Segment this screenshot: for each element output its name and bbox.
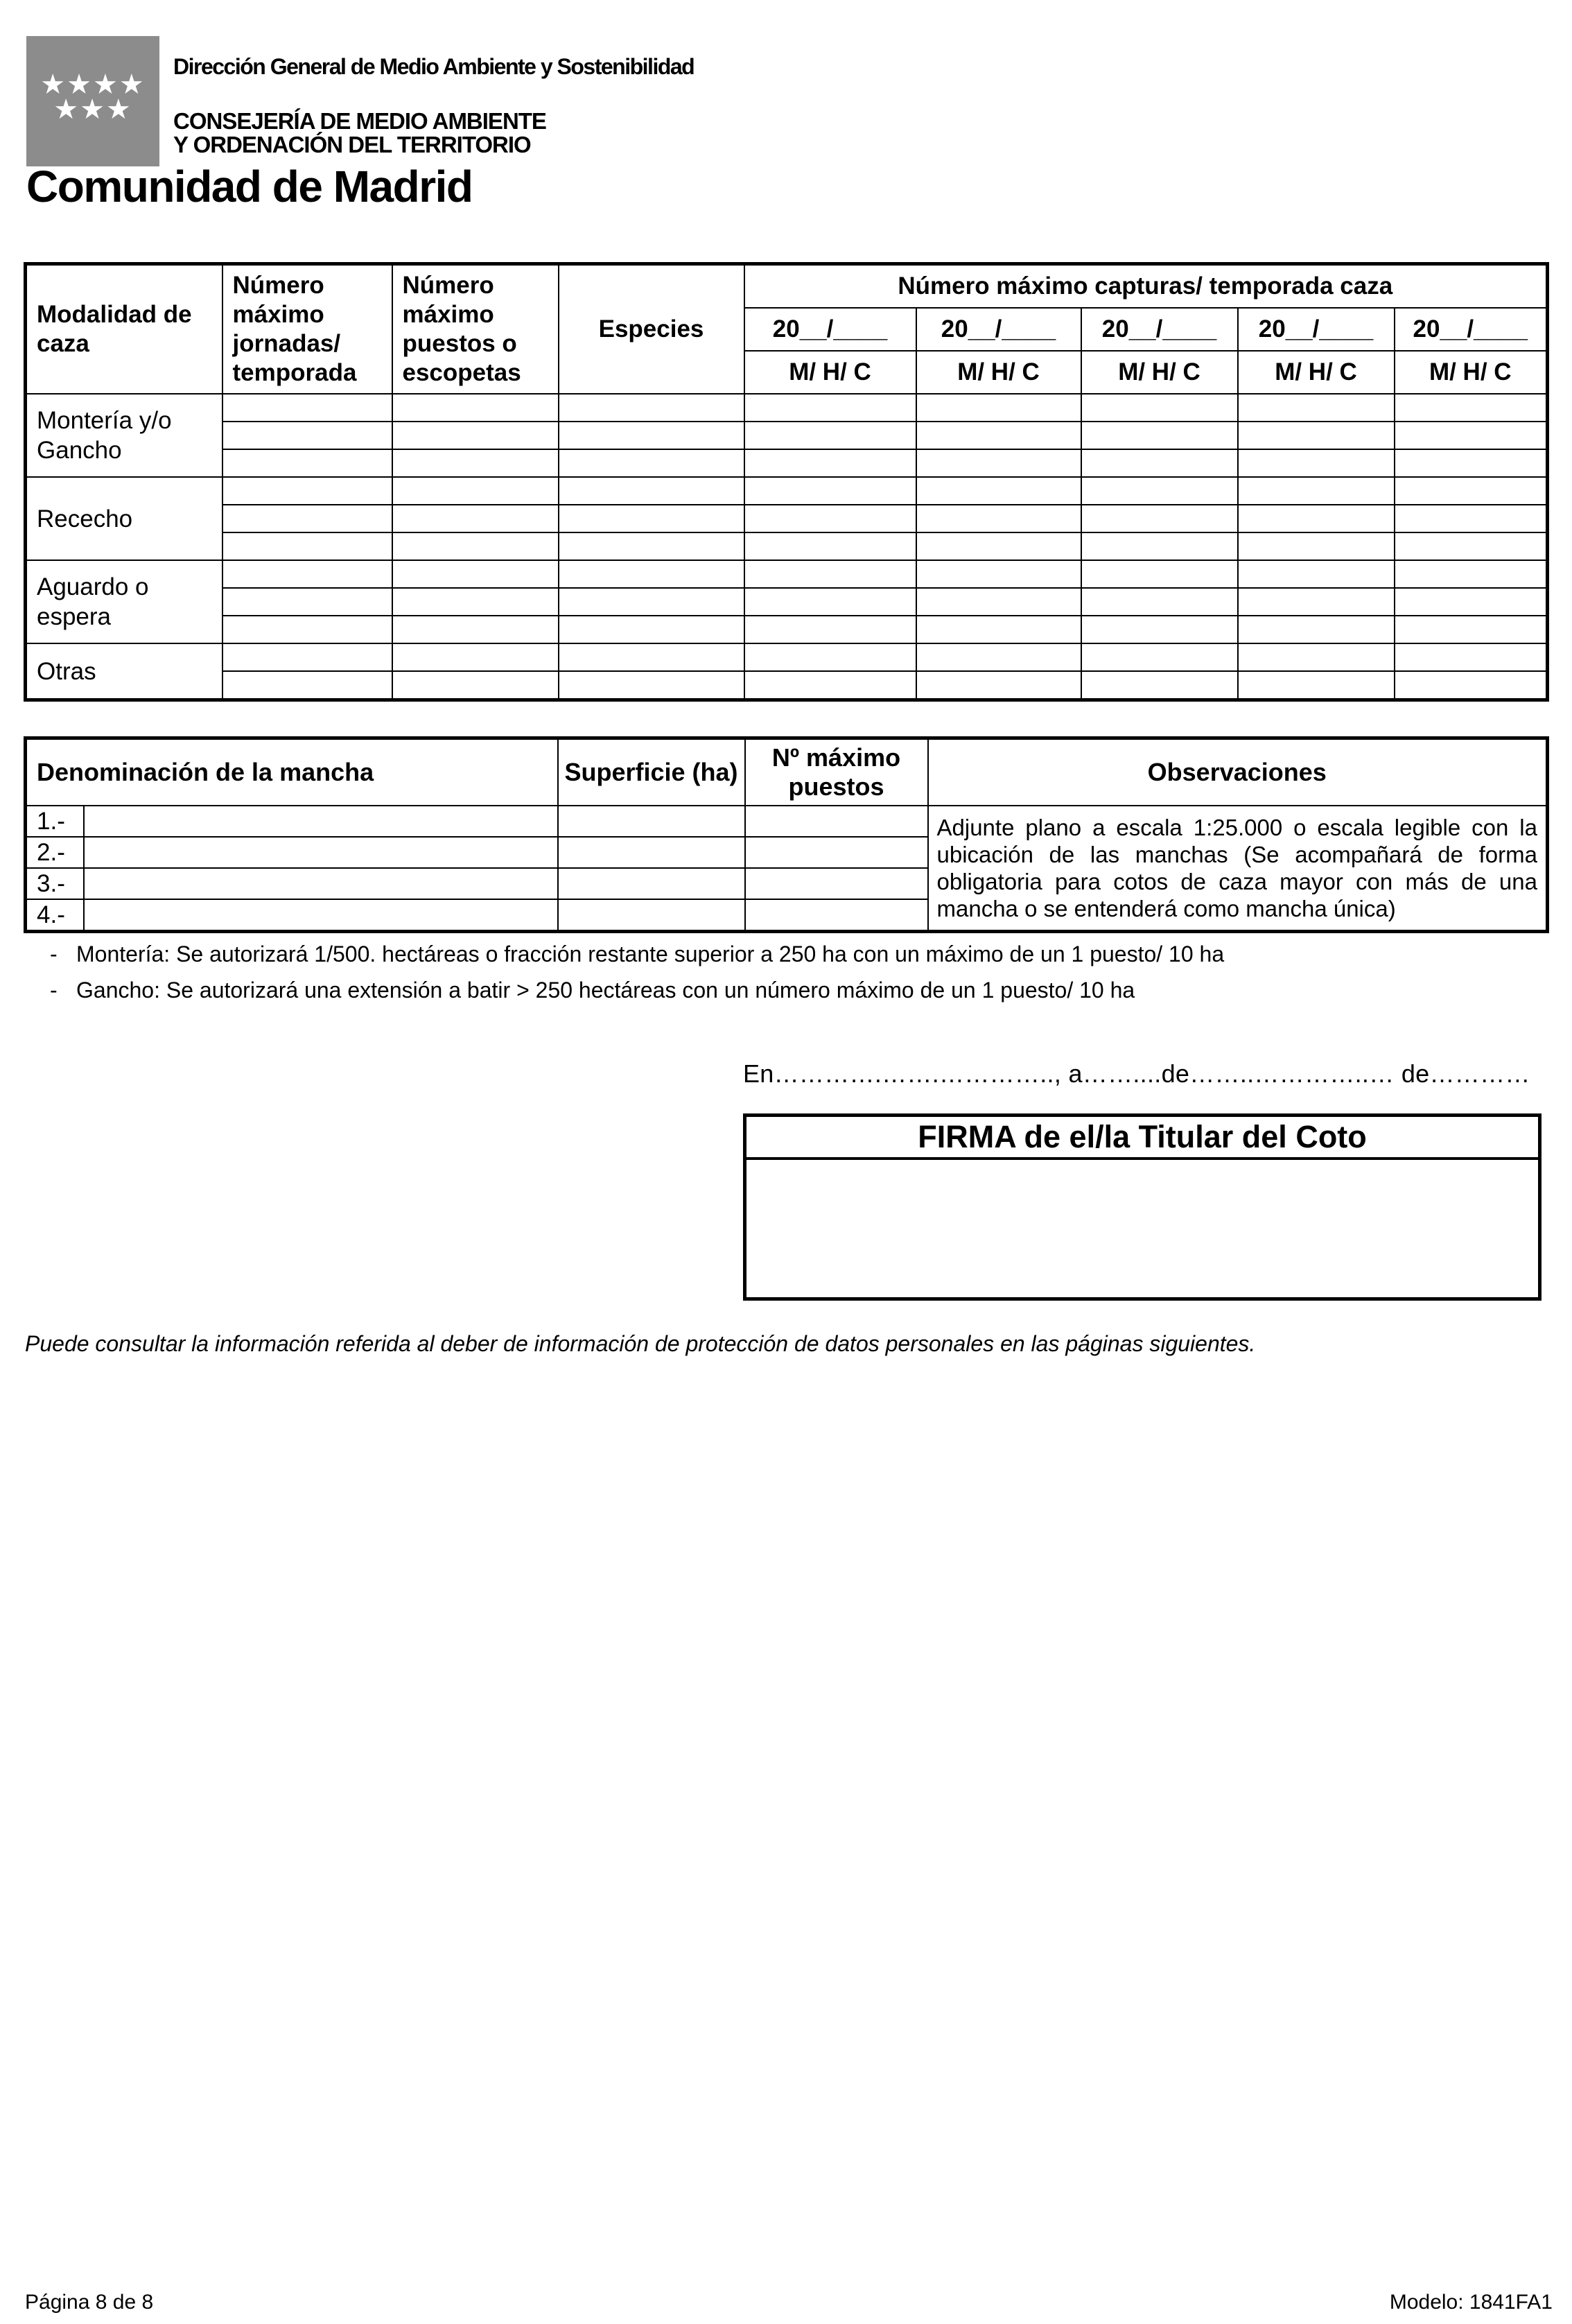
mancha-number: 2.- [26, 837, 84, 868]
input-cell[interactable] [222, 532, 392, 560]
input-cell[interactable] [916, 477, 1081, 505]
input-cell[interactable] [916, 422, 1081, 449]
input-cell[interactable] [744, 560, 916, 588]
note-text: Gancho: Se autorizará una extensión a batir > 250 hectáreas con un número máximo de un 1 puesto/ 10 ha [76, 978, 1135, 1003]
input-cell[interactable] [1238, 532, 1395, 560]
col-especies-header: Especies [559, 264, 744, 394]
input-cell[interactable] [916, 532, 1081, 560]
page-number: Página 8 de 8 [25, 2291, 154, 2314]
input-cell[interactable] [222, 588, 392, 616]
table-row [26, 505, 1548, 532]
input-cell[interactable] [744, 643, 916, 671]
input-cell[interactable] [1081, 394, 1238, 422]
input-cell[interactable] [916, 560, 1081, 588]
input-cell[interactable] [392, 532, 559, 560]
input-cell[interactable] [1238, 394, 1395, 422]
input-cell[interactable] [916, 588, 1081, 616]
observaciones-text: Adjunte plano a escala 1:25.000 o escala legible con la ubicación de las manchas (Se acompañará de forma obligatoria para cotos de caza mayor con más de una mancha o se entenderá como mancha única) [928, 806, 1548, 932]
input-cell[interactable] [1238, 588, 1395, 616]
date-line[interactable]: En………….…….………….., a……....de……..…………..… de………… [743, 1059, 1530, 1088]
col-puestos-max-header: Nº máximo puestos [745, 738, 928, 806]
comunidad-de-madrid: Comunidad de Madrid [26, 162, 473, 211]
input-cell[interactable] [222, 422, 392, 449]
table-row [26, 560, 1548, 588]
note-bullet: - [50, 978, 58, 1003]
season-header: 20__/____ [916, 308, 1081, 351]
input-cell[interactable] [222, 505, 392, 532]
table-row [26, 477, 1548, 505]
input-cell[interactable] [392, 616, 559, 643]
input-cell[interactable] [1081, 671, 1238, 700]
puestos-input[interactable] [745, 837, 928, 868]
note-monteria [50, 936, 1224, 972]
table-row [26, 422, 1548, 449]
input-cell[interactable] [1395, 505, 1548, 532]
superficie-input[interactable] [558, 837, 745, 868]
mancha-number: 1.- [26, 806, 84, 837]
input-cell[interactable] [1238, 616, 1395, 643]
input-cell[interactable] [392, 422, 559, 449]
puestos-input[interactable] [745, 899, 928, 932]
input-cell[interactable] [222, 560, 392, 588]
table-row [26, 643, 1548, 671]
col-superficie-header: Superficie (ha) [558, 738, 745, 806]
input-cell[interactable] [559, 422, 744, 449]
input-cell[interactable] [1395, 671, 1548, 700]
season-header: 20__/____ [1395, 308, 1548, 351]
input-cell[interactable] [1081, 422, 1238, 449]
input-cell[interactable] [222, 616, 392, 643]
input-cell[interactable] [392, 560, 559, 588]
modelo-code: Modelo: 1841FA1 [1389, 2291, 1553, 2314]
input-cell[interactable] [744, 449, 916, 477]
mhc-header: M/ H/ C [744, 351, 916, 394]
signature-box[interactable] [743, 1113, 1542, 1301]
superficie-input[interactable] [558, 868, 745, 899]
denominacion-input[interactable] [84, 806, 558, 837]
mhc-header: M/ H/ C [1395, 351, 1548, 394]
col-modalidad-header: Modalidad de caza [26, 264, 222, 394]
input-cell[interactable] [1238, 671, 1395, 700]
input-cell[interactable] [559, 449, 744, 477]
input-cell[interactable] [916, 671, 1081, 700]
modalidad-aguardo: Aguardo o espera [26, 560, 222, 643]
season-header: 20__/____ [1081, 308, 1238, 351]
input-cell[interactable] [1238, 449, 1395, 477]
note-bullet: - [50, 942, 58, 966]
input-cell[interactable] [1395, 394, 1548, 422]
signature-title: FIRMA de el/la Titular del Coto [746, 1117, 1538, 1160]
direccion-general: Dirección General de Medio Ambiente y Sostenibilidad [173, 54, 695, 79]
mhc-header: M/ H/ C [916, 351, 1081, 394]
input-cell[interactable] [222, 477, 392, 505]
input-cell[interactable] [1395, 477, 1548, 505]
input-cell[interactable] [222, 643, 392, 671]
input-cell[interactable] [1238, 477, 1395, 505]
input-cell[interactable] [744, 477, 916, 505]
input-cell[interactable] [1081, 588, 1238, 616]
input-cell[interactable] [916, 449, 1081, 477]
input-cell[interactable] [1081, 449, 1238, 477]
input-cell[interactable] [1238, 505, 1395, 532]
input-cell[interactable] [559, 394, 744, 422]
stars-row-2: ★★★ [53, 94, 132, 125]
superficie-input[interactable] [558, 899, 745, 932]
input-cell[interactable] [392, 394, 559, 422]
col-denominacion-header: Denominación de la mancha [26, 738, 558, 806]
col-jornadas-header: Número máximo jornadas/ temporada [222, 264, 392, 394]
input-cell[interactable] [1081, 532, 1238, 560]
input-cell[interactable] [744, 394, 916, 422]
madrid-logo [26, 36, 159, 166]
input-cell[interactable] [559, 532, 744, 560]
input-cell[interactable] [744, 505, 916, 532]
input-cell[interactable] [1395, 560, 1548, 588]
capturas-table [24, 262, 1549, 702]
consejeria [173, 110, 546, 157]
input-cell[interactable] [1238, 643, 1395, 671]
input-cell[interactable] [744, 616, 916, 643]
input-cell[interactable] [1395, 588, 1548, 616]
puestos-input[interactable] [745, 806, 928, 837]
input-cell[interactable] [916, 505, 1081, 532]
denominacion-input[interactable] [84, 837, 558, 868]
input-cell[interactable] [1395, 532, 1548, 560]
modalidad-rececho: Rececho [26, 477, 222, 560]
mhc-header: M/ H/ C [1238, 351, 1395, 394]
season-header: 20__/____ [1238, 308, 1395, 351]
denominacion-input[interactable] [84, 868, 558, 899]
consejeria-line-2: Y ORDENACIÓN DEL TERRITORIO [173, 132, 531, 157]
input-cell[interactable] [916, 616, 1081, 643]
input-cell[interactable] [744, 532, 916, 560]
input-cell[interactable] [1238, 560, 1395, 588]
modalidad-monteria: Montería y/o Gancho [26, 394, 222, 477]
input-cell[interactable] [1081, 477, 1238, 505]
input-cell[interactable] [1395, 643, 1548, 671]
table-row [26, 588, 1548, 616]
note-gancho [50, 972, 1224, 1008]
consejeria-line-1: CONSEJERÍA DE MEDIO AMBIENTE [173, 108, 546, 134]
input-cell[interactable] [559, 505, 744, 532]
privacy-note: Puede consultar la información referida al deber de información de protección de datos personales en las páginas siguientes. [25, 1331, 1256, 1356]
input-cell[interactable] [1395, 422, 1548, 449]
input-cell[interactable] [1395, 449, 1548, 477]
input-cell[interactable] [559, 616, 744, 643]
input-cell[interactable] [559, 477, 744, 505]
input-cell[interactable] [1081, 616, 1238, 643]
table-row [26, 449, 1548, 477]
modalidad-otras: Otras [26, 643, 222, 700]
input-cell[interactable] [392, 671, 559, 700]
input-cell[interactable] [559, 560, 744, 588]
col-capturas-header: Número máximo capturas/ temporada caza [744, 264, 1548, 309]
puestos-input[interactable] [745, 868, 928, 899]
superficie-input[interactable] [558, 806, 745, 837]
input-cell[interactable] [744, 588, 916, 616]
input-cell[interactable] [222, 449, 392, 477]
manchas-table [24, 736, 1549, 933]
table-row [26, 532, 1548, 560]
col-puestos-header: Número máximo puestos o escopetas [392, 264, 559, 394]
table-row [26, 616, 1548, 643]
logo-stars [33, 69, 152, 125]
note-text: Montería: Se autorizará 1/500. hectáreas o fracción restante superior a 250 ha con un máximo de un 1 puesto/ 10 ha [76, 942, 1225, 966]
input-cell[interactable] [559, 643, 744, 671]
input-cell[interactable] [1081, 643, 1238, 671]
mancha-number: 3.- [26, 868, 84, 899]
input-cell[interactable] [1238, 422, 1395, 449]
input-cell[interactable] [392, 449, 559, 477]
input-cell[interactable] [1081, 505, 1238, 532]
input-cell[interactable] [392, 588, 559, 616]
table-row [26, 806, 1548, 837]
input-cell[interactable] [744, 422, 916, 449]
denominacion-input[interactable] [84, 899, 558, 932]
input-cell[interactable] [916, 643, 1081, 671]
input-cell[interactable] [916, 394, 1081, 422]
stars-row-1: ★★★★ [40, 69, 146, 101]
table-row [26, 394, 1548, 422]
table-row [26, 671, 1548, 700]
input-cell[interactable] [392, 643, 559, 671]
season-header: 20__/____ [744, 308, 916, 351]
input-cell[interactable] [744, 671, 916, 700]
notes [50, 936, 1224, 1008]
mancha-number: 4.- [26, 899, 84, 932]
input-cell[interactable] [222, 671, 392, 700]
input-cell[interactable] [222, 394, 392, 422]
input-cell[interactable] [559, 588, 744, 616]
input-cell[interactable] [392, 477, 559, 505]
mhc-header: M/ H/ C [1081, 351, 1238, 394]
input-cell[interactable] [1081, 560, 1238, 588]
input-cell[interactable] [559, 671, 744, 700]
col-observaciones-header: Observaciones [928, 738, 1548, 806]
input-cell[interactable] [1395, 616, 1548, 643]
input-cell[interactable] [392, 505, 559, 532]
